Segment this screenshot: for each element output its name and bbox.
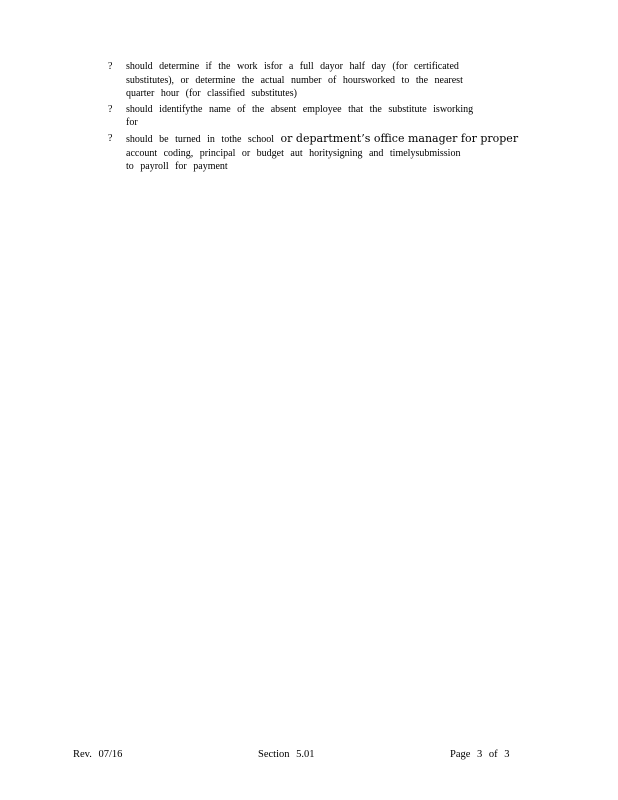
bullet-line — [126, 132, 538, 147]
bullet-item-employee — [108, 103, 538, 130]
bullet-marker: ? — [108, 61, 113, 72]
footer-section: Section 5.01 — [258, 749, 315, 760]
bullet-line: should identifythe name of the absent employee that the substitute isworking — [126, 103, 474, 115]
bullet-line-part: should be turned in tothe school — [126, 133, 275, 145]
bullet-marker: ? — [108, 132, 113, 144]
footer-page-number: Page 3 of 3 — [450, 749, 510, 760]
bullet-line-part: or department’s office manager for proper — [280, 131, 519, 145]
bullet-line: substitutes), or determine the actual number of hoursworked to the nearest — [126, 74, 463, 86]
bullet-line: account coding, principal or budget aut horitysigning and timelysubmission — [126, 147, 461, 159]
bullet-line: should determine if the work isfor a full dayor half day (for certificated — [126, 61, 459, 72]
bullet-line: to payroll for payment — [126, 161, 228, 173]
bullet-list — [108, 60, 538, 174]
bullet-line: for — [126, 117, 138, 129]
bullet-marker: ? — [108, 103, 113, 115]
bullet-line: quarter hour (for classified substitutes) — [126, 88, 297, 100]
bullet-item-hours — [108, 60, 538, 101]
footer-revision: Rev. 07/16 — [73, 749, 123, 760]
bullet-item-submission — [108, 132, 538, 174]
